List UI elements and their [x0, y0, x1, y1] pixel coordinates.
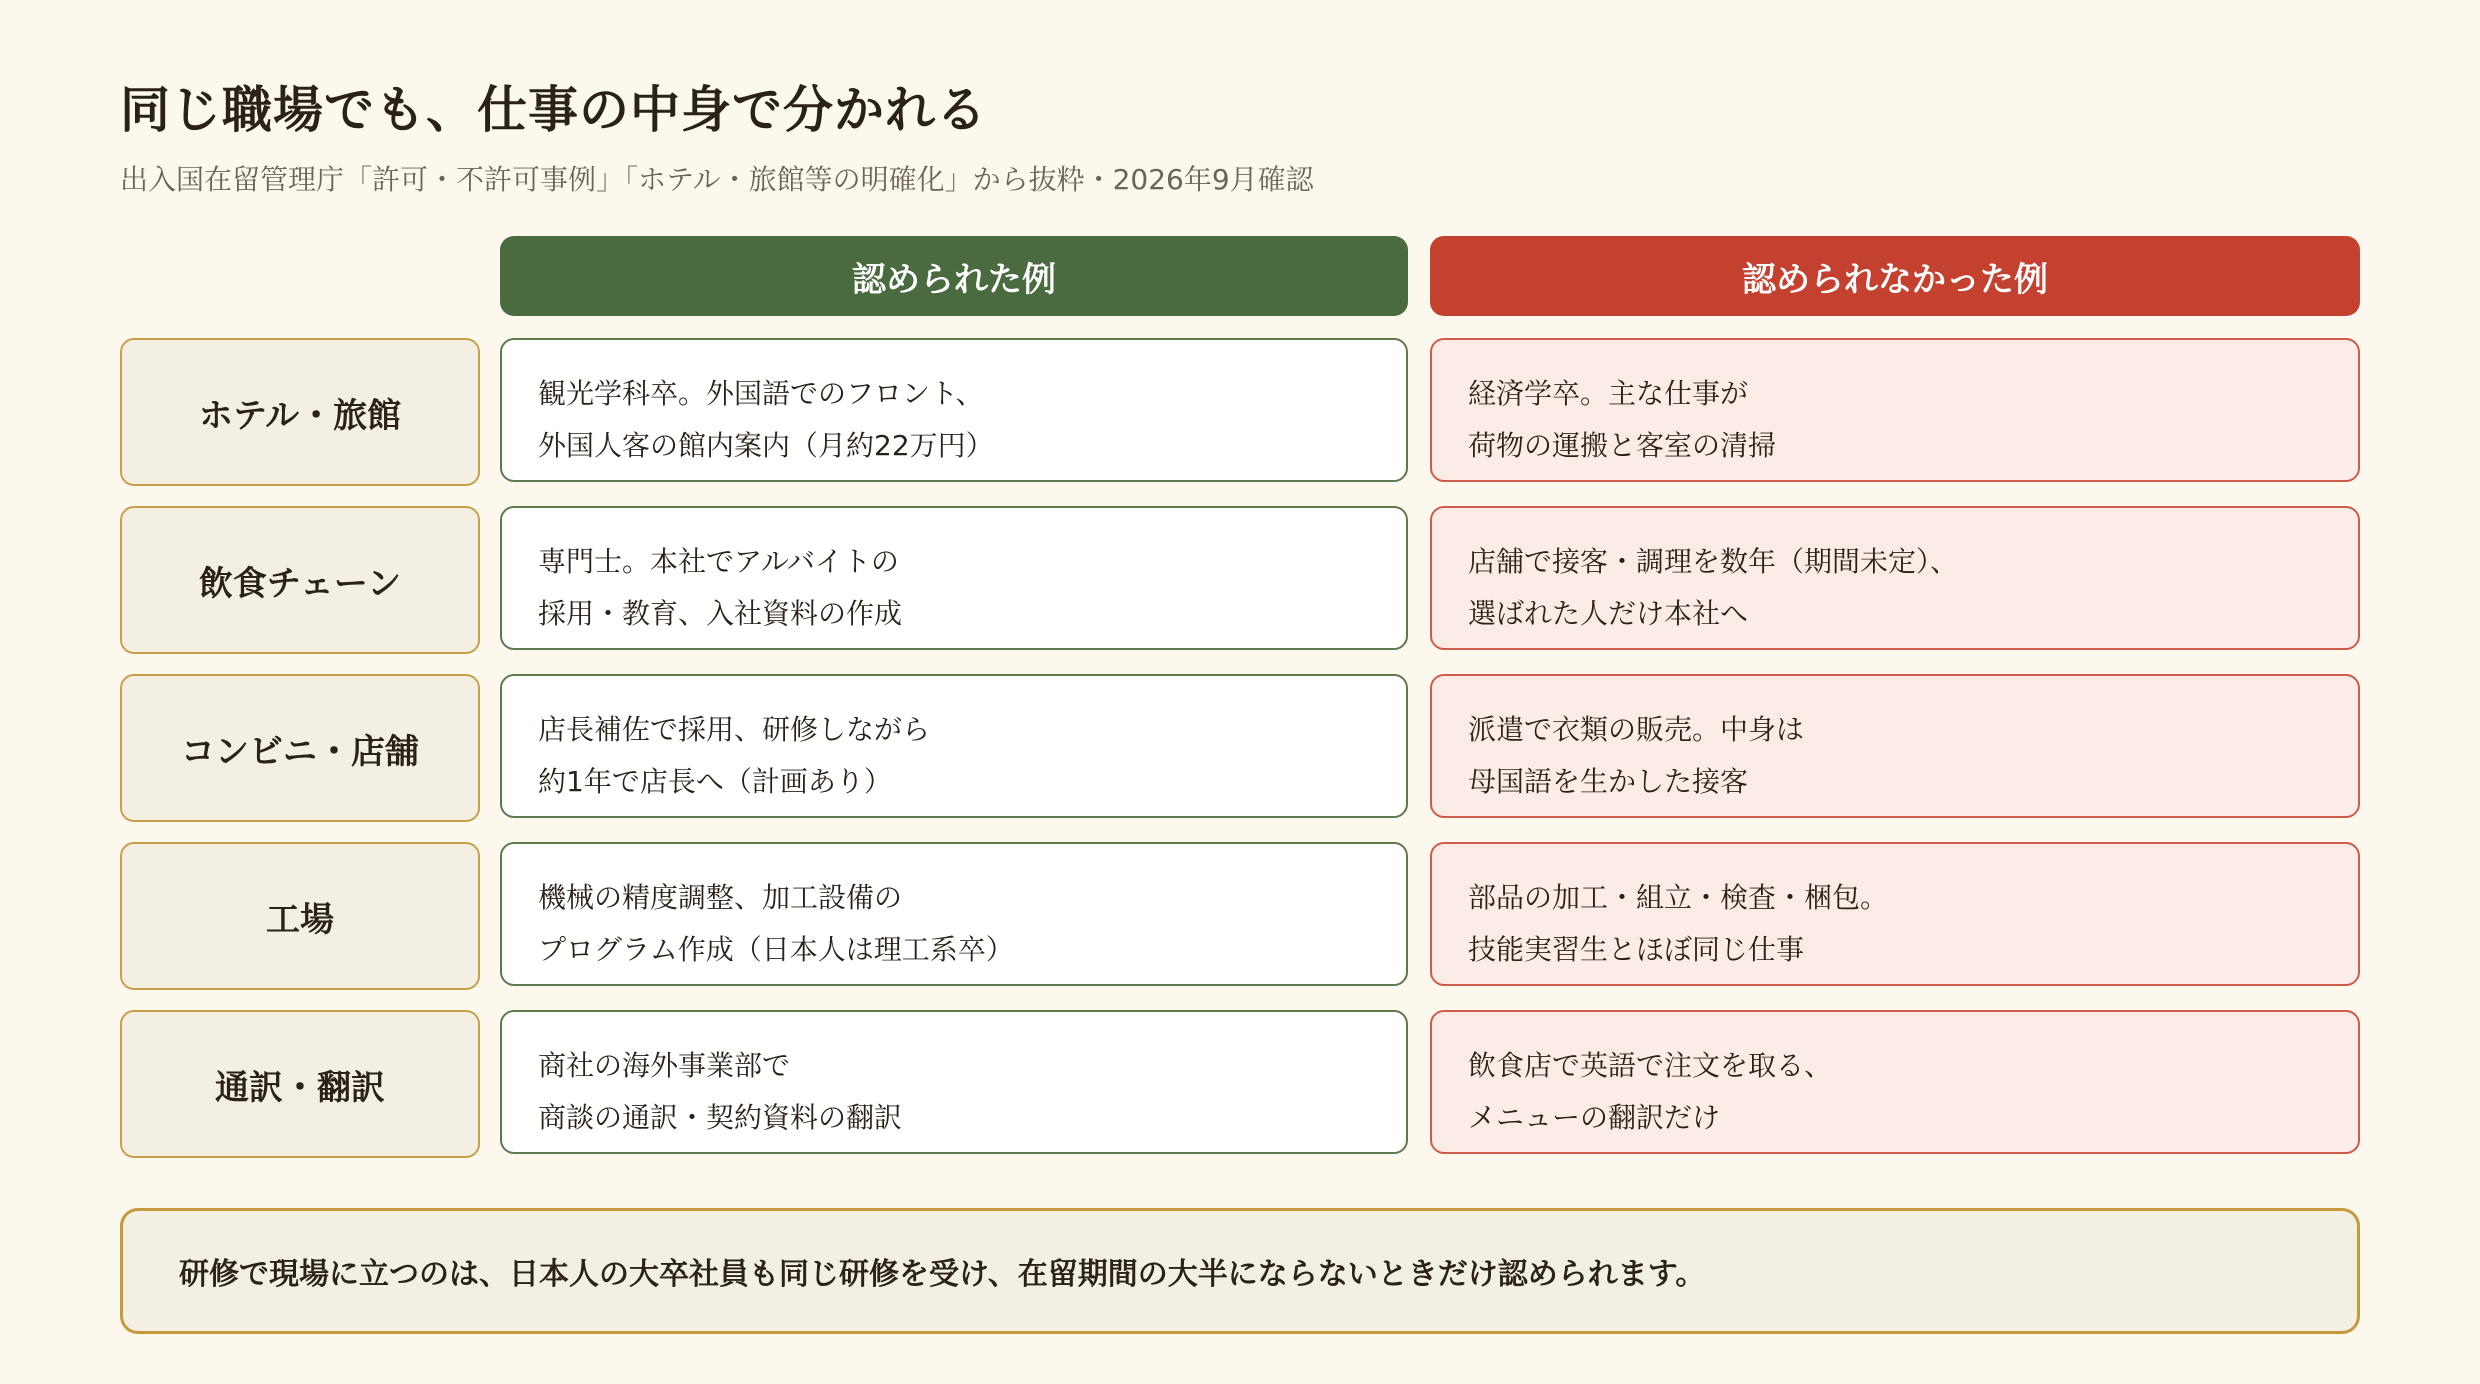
- rejected-cell-factory: [1430, 842, 2360, 986]
- column-header-approved: 認められた例: [500, 236, 1408, 316]
- rejected-line: 部品の加工・組立・検査・梱包。: [1468, 881, 1889, 914]
- row-label-factory: 工場: [120, 842, 480, 990]
- approved-cell-interpretation: [500, 1010, 1408, 1154]
- approved-line: 商談の通訳・契約資料の翻訳: [538, 1101, 903, 1134]
- rejected-cell-interpretation: [1430, 1010, 2360, 1154]
- approved-cell-hotel: [500, 338, 1408, 482]
- approved-line: 約1年で店長へ（計画あり）: [538, 765, 892, 798]
- rejected-cell-hotel: [1430, 338, 2360, 482]
- approved-line: 店長補佐で採用、研修しながら: [538, 713, 931, 746]
- page-title: 同じ職場でも、仕事の中身で分かれる: [120, 81, 987, 139]
- page-subtitle: 出入国在留管理庁「許可・不許可事例」「ホテル・旅館等の明確化」から抜粋・2026年9月確認: [120, 163, 1314, 196]
- row-label-interpretation: 通訳・翻訳: [120, 1010, 480, 1158]
- approved-line: 専門士。本社でアルバイトの: [538, 545, 899, 578]
- rejected-cell-convenience-store: [1430, 674, 2360, 818]
- approved-line: プログラム作成（日本人は理工系卒）: [538, 933, 1014, 966]
- row-label-convenience-store: コンビニ・店舗: [120, 674, 480, 822]
- approved-line: 採用・教育、入社資料の作成: [538, 597, 903, 630]
- rejected-line: メニューの翻訳だけ: [1468, 1101, 1721, 1134]
- rejected-line: 母国語を生かした接客: [1468, 765, 1749, 798]
- approved-cell-restaurant-chain: [500, 506, 1408, 650]
- row-label-restaurant-chain: 飲食チェーン: [120, 506, 480, 654]
- column-header-rejected: 認められなかった例: [1430, 236, 2360, 316]
- row-label-hotel: ホテル・旅館: [120, 338, 480, 486]
- rejected-line: 店舗で接客・調理を数年（期間未定）、: [1468, 545, 1959, 578]
- rejected-line: 派遣で衣類の販売。中身は: [1468, 713, 1805, 746]
- rejected-line: 選ばれた人だけ本社へ: [1468, 597, 1749, 630]
- footer-note: 研修で現場に立つのは、日本人の大卒社員も同じ研修を受け、在留期間の大半にならないときだけ認められます。: [120, 1208, 2360, 1334]
- approved-line: 観光学科卒。外国語でのフロント、: [538, 377, 984, 410]
- approved-line: 機械の精度調整、加工設備の: [538, 881, 903, 914]
- rejected-line: 飲食店で英語で注文を取る、: [1468, 1049, 1833, 1082]
- rejected-line: 経済学卒。主な仕事が: [1468, 377, 1749, 410]
- approved-cell-convenience-store: [500, 674, 1408, 818]
- rejected-line: 技能実習生とほぼ同じ仕事: [1468, 933, 1805, 966]
- approved-line: 商社の海外事業部で: [538, 1049, 791, 1082]
- approved-line: 外国人客の館内案内（月約22万円）: [538, 429, 994, 462]
- rejected-cell-restaurant-chain: [1430, 506, 2360, 650]
- approved-cell-factory: [500, 842, 1408, 986]
- rejected-line: 荷物の運搬と客室の清掃: [1468, 429, 1777, 462]
